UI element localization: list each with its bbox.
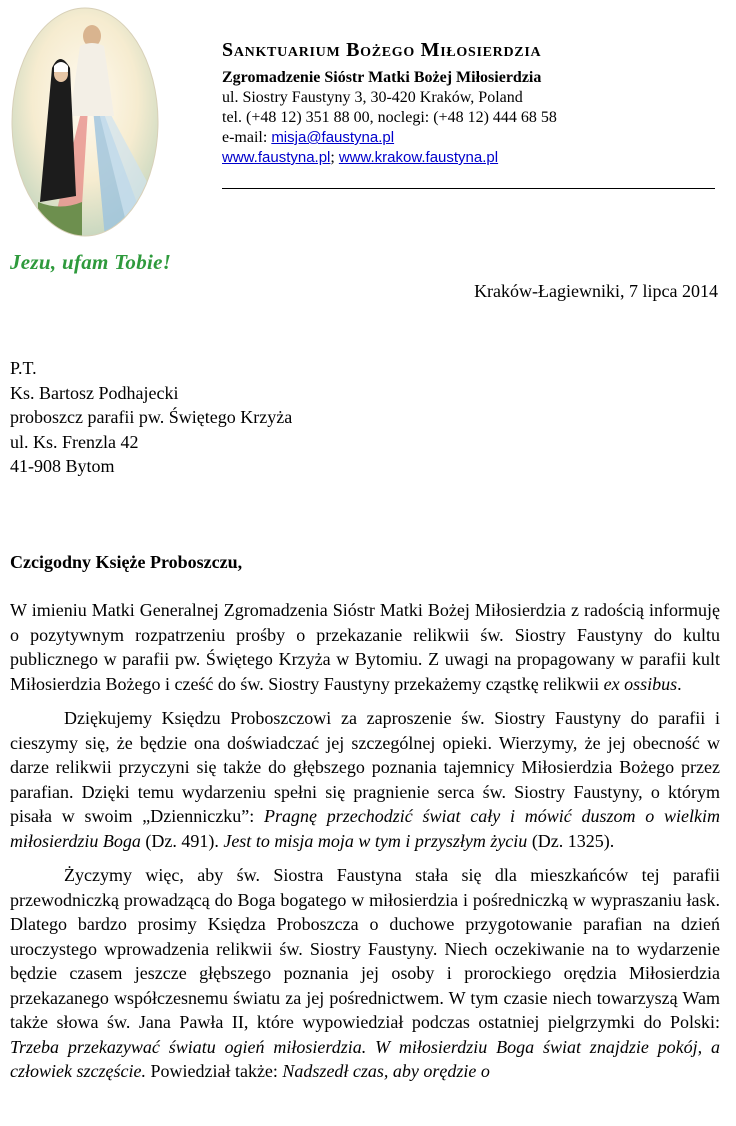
paragraph-3: Życzymy więc, aby św. Siostra Faustyna stała się dla mieszkańców tej parafii przewodniczką prowadzącą do Boga bogatego w miłosierdzia i pośredniczką w wypraszaniu łask. Dlatego bardzo prosimy Księdza Proboszcza o duchowe przygotowanie parafian na dzień uroczystego wprowadzenia relikwii św. Siostry Faustyny. Niech oczekiwanie na to wydarzenie będzie czasem jeszcze głębszego poznania jej osoby i prorockiego orędzia Miłosierdzia przekazanego współczesnemu światu za jej pośrednictwem. W tym czasie niech towarzyszą Wam także słowa św. Jana Pawła II, które wypowiedział podczas ostatniej pielgrzymki do Polski: Trzeba przekazywać światu ogień miłosierdzia. W miłosierdziu Boga świat znajdzie pokój, a człowiek szczęście. Powiedział także: Nadszedł czas, aby orędzie o — [10, 865, 720, 1081]
email-line — [222, 128, 722, 148]
web-link-krakow[interactable]: www.krakow.faustyna.pl — [338, 149, 499, 166]
sanctuary-name: Sanktuarium Bożego Miłosierdzia — [222, 39, 542, 61]
sanctuary-logo-image — [10, 6, 160, 238]
letter-date: Kraków-Łagiewniki, 7 lipca 2014 — [474, 281, 718, 301]
salutation: Czcigodny Księże Proboszczu, — [10, 552, 243, 572]
recipient-line: ul. Ks. Frenzla 42 — [10, 431, 139, 452]
recipient-line: Ks. Bartosz Podhajecki — [10, 382, 179, 403]
phone-line: tel. (+48 12) 351 88 00, noclegi: (+48 12) 444 68 58 — [222, 109, 557, 126]
web-line — [222, 148, 722, 168]
email-link[interactable]: misja@faustyna.pl — [271, 129, 395, 146]
web-separator: ; — [330, 149, 339, 166]
recipient-line: proboszcz parafii pw. Świętego Krzyża — [10, 407, 293, 427]
recipient-line: 41-908 Bytom — [10, 456, 115, 476]
recipient-address — [10, 356, 292, 479]
congregation-name: Zgromadzenie Sióstr Matki Bożej Miłosierdzia — [222, 69, 542, 86]
letter-body — [10, 598, 720, 1094]
letterhead — [222, 38, 722, 168]
paragraph-1: W imieniu Matki Generalnej Zgromadzenia Sióstr Matki Bożej Miłosierdzia z radością informuję o pozytywnym rozpatrzeniu prośby o przekazanie relikwii św. Siostry Faustyny do kultu publicznego w parafii pw. Świętego Krzyża w Bytomiu. Z uwagi na propagowany w parafii kult Miłosierdzia Bożego i cześć do św. Siostry Faustyny przekażemy cząstkę relikwii ex ossibus. — [10, 600, 720, 694]
postal-address: ul. Siostry Faustyny 3, 30-420 Kraków, Poland — [222, 89, 523, 106]
email-label: e-mail: — [222, 129, 272, 146]
logo-motto: Jezu, ufam Tobie! — [10, 250, 172, 274]
paragraph-2: Dziękujemy Księdzu Proboszczowi za zaproszenie św. Siostry Faustyny do parafii i cieszymy się, że będzie ona doświadczać jej szczególnej opieki. Wierzymy, że jej obecność w darze relikwii przyczyni się także do głębszego poznania tajemnicy Miłosierdzia Bożego przez parafian. Dzięki temu wydarzeniu spełni się pragnienie serca św. Siostry Faustyny, o którym pisała w swoim „Dzienniczku”: Pragnę przechodzić świat cały i mówić duszom o wielkim miłosierdziu Boga (Dz. 491). Jest to misja moja w tym i przyszłym życiu (Dz. 1325). — [10, 708, 720, 851]
web-link-main[interactable]: www.faustyna.pl — [222, 149, 331, 166]
recipient-line: P.T. — [10, 358, 37, 378]
header-divider — [222, 188, 715, 189]
